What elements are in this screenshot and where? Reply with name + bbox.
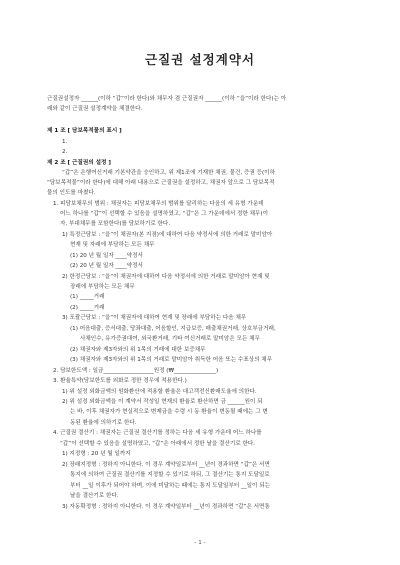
body-line: 1) 특정근담보 : “을”이 채권자(본 지점)에 대하여 다음 약정서에 의한 거래로 말미암아	[62, 232, 273, 238]
article-1-item: 1.	[62, 139, 68, 145]
body-line: 동된 환율에 의하기로 한다.	[70, 420, 137, 426]
body-line: 3) 자동확정형 : 정하지 아니한다. 이 경우 계약일부터 __년이 경과하면 “갑”은 서면통	[62, 504, 270, 510]
body-line: (2) _____거래	[70, 305, 105, 311]
body-line: 날을 결산기로 한다.	[70, 493, 119, 499]
body-line: 물의 인도를 마쳤다.	[47, 190, 96, 196]
article-1-heading: 제 1 조 [ 담보목적물의 표시 ]	[47, 128, 122, 134]
intro-line: 래와 같이 근질권 설정계약을 체결한다.	[47, 106, 143, 112]
body-line: “갑”은 은행여신거래 기본약관을 승인하고, 위 제1조에 기재한 채권, 물건, 증권 등(이하	[62, 170, 275, 176]
body-line: 통지에 의하여 근질권 결산기를 지정할 수 있기로 하되, 그 결산기는 통지 도달일로	[70, 472, 270, 478]
body-line: 사채인수, 유가증권대여, 외국환거래, 기타 여신거래로 말미암은 모든 채무	[80, 336, 260, 342]
body-line: 2) 장래지정형 : 정하지 아니한다. 이 경우 계약일로부터 __년이 경과하면 “갑”은 서면	[62, 462, 270, 468]
body-line: 4. 근질권 결산기 : 채권자는 근질권 결산기를 정하는 다음 세 유형 가운데 어느 하나를	[53, 430, 262, 436]
intro-line: 근질권설정자 ______(이하 “갑”이라 한다)와 채무자 겸 근질권자 ______(이하 “을”이라 한다)는 아	[47, 96, 287, 102]
body-line: 2) 위 설정 외화금액을 이 계약서 작성일 현재의 환율로 환산하면 금 ______원이 되	[62, 399, 263, 405]
body-line: 어느 하나를 “갑”이 선택할 수 있음을 설명하였고, “갑”은 그 가운데에서 정한 채무(이	[60, 211, 269, 217]
body-line: 1. 피담보채무의 범위 : 채권자는 피담보채무의 범위를 달리하는 다음의 세 유형 가운데	[53, 201, 264, 207]
body-line: 2) 한정근담보 : “을”이 채권자에 대하여 다음 약정서에 의한 거래로 말미암아 현재 및	[62, 274, 270, 280]
page-number: - 1 -	[194, 540, 206, 546]
body-line: 자, 부대채무를 포함한다)를 담보하기로 한다.	[60, 221, 171, 227]
body-line: 현재 및 자래에 부담하는 모든 채무	[70, 242, 155, 248]
body-line: 장래에 부담하는 모든 채무	[70, 284, 135, 290]
body-line: 1) 위 설정 외화금액의 원화환산에 적용할 환율은 대고객전신환매도율에 의한다.	[62, 389, 257, 395]
body-line: 2. 담보한도액 : 일금__________________원정 (₩_______________)	[53, 368, 219, 374]
body-line: 3) 포괄근담보 : “을”이 채권자에 대하여 현재 및 장래에 부담하는 다음 채무	[62, 315, 247, 321]
body-line: 1) 지정형 : 20 년 월 일까지	[62, 451, 131, 457]
body-line: (1) 20 년 월 일자 ____약정서	[70, 253, 143, 259]
article-2-heading: 제 2 조 [ 근질권의 설정 ]	[47, 160, 111, 166]
body-line: “갑”이 선택할 수 있음을 설명하였고, “갑”은 아래에서 정한 날을 결산기로 한다.	[60, 441, 256, 447]
article-1-item: 2.	[62, 149, 68, 155]
body-line: 는 바, 이후 채권자가 현실적으로 변제금을 수령 시 동 환율이 변동될 때에는 그 변	[70, 409, 268, 415]
body-line: (1) 어음대출, 증서대출, 당좌대출, 어음할인, 지급보증, 매출채권거래, 상호부금거래,	[70, 326, 276, 332]
body-line: (3) 채권자와 제3자와의 위 1목의 거래로 말미암아 취득한 어음 또는 수표상의 채무	[70, 357, 273, 363]
document-title: 근질권 설정계약서	[145, 52, 255, 67]
body-line: 3. 환율특약(담보한도를 외화로 정한 경우에 적용한다.)	[53, 378, 187, 384]
body-line: 부터 __일 이후가 되어야 하며, 이에 미달하는 때에는 통지 도달일부터 __일이 되는	[70, 483, 271, 489]
body-line: (1) _____거래	[70, 294, 105, 300]
body-line: (2) 채권자와 제3자와의 위 1목의 거래에 대한 보증채무	[70, 347, 206, 353]
body-line: (2) 20 년 월 일자 ____약정서	[70, 263, 143, 269]
body-line: “담보목적물”이라 한다)에 대해 아래 내용으로 근질권을 설정하고, 채권자 앞으로 그 담보목적	[47, 180, 275, 186]
